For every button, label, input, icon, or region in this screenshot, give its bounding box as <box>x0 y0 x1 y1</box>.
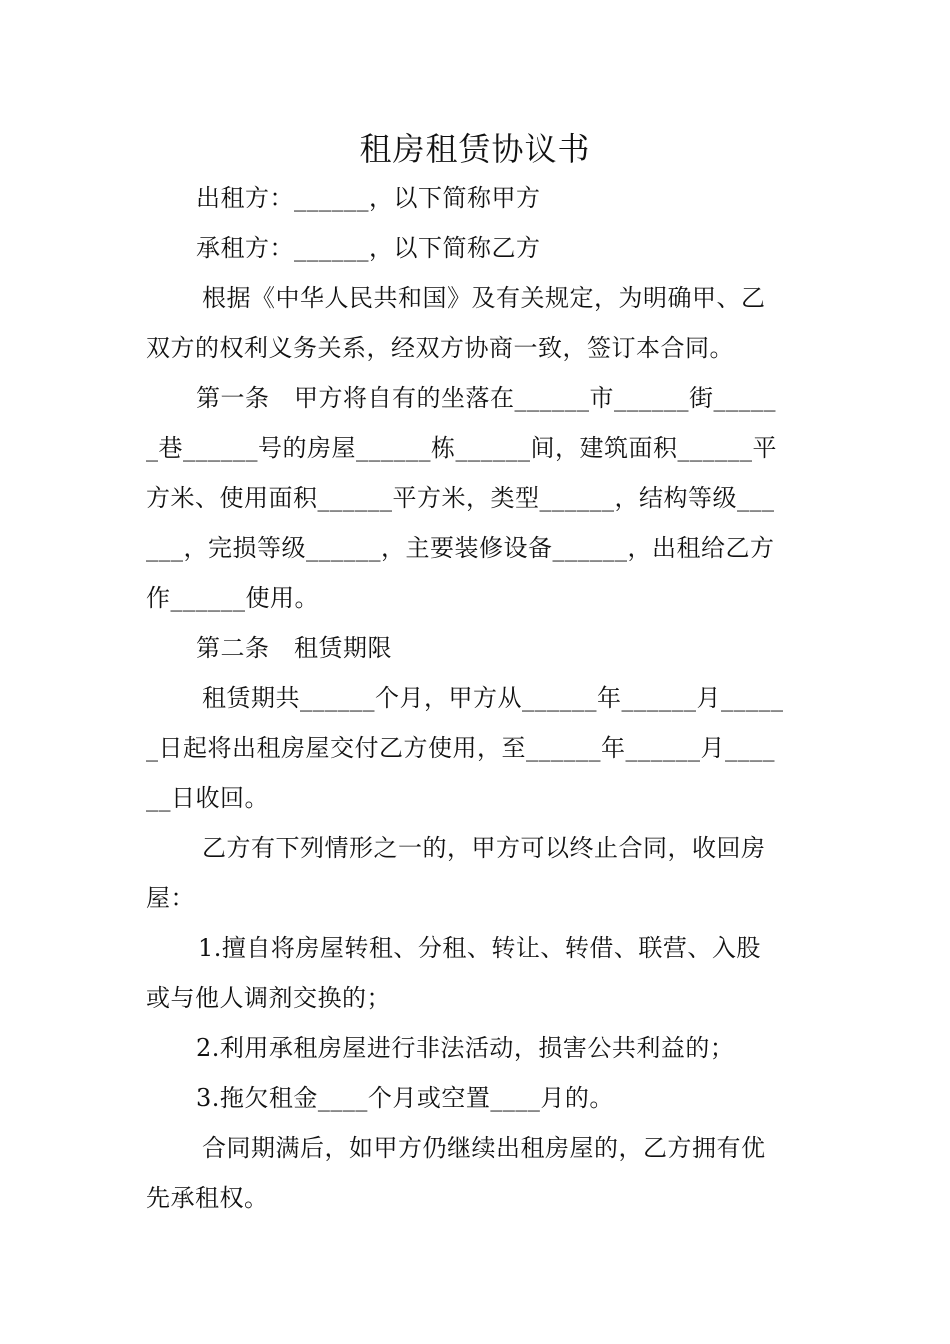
article-1-line-3: 方米、使用面积______平方米，类型______，结构等级___ <box>146 484 775 512</box>
clause-1-line-2: 或与他人调剂交换的； <box>146 984 391 1012</box>
lease-term-line-3: __日收回。 <box>146 784 269 812</box>
lessor-line: 出租方：______，以下简称甲方 <box>196 184 541 212</box>
preamble-line-2: 双方的权利义务关系，经双方协商一致，签订本合同。 <box>146 334 734 362</box>
lease-term-line-1: 租赁期共______个月，甲方从______年______月_____ <box>202 684 784 712</box>
article-1-line-5: 作______使用。 <box>146 584 319 612</box>
termination-line-1: 乙方有下列情形之一的，甲方可以终止合同，收回房 <box>202 834 766 862</box>
lease-term-line-2: _日起将出租房屋交付乙方使用，至______年______月____ <box>146 734 775 762</box>
article-1-line-1: 第一条 甲方将自有的坐落在______市______街_____ <box>196 384 776 412</box>
document-title: 租房租赁协议书 <box>359 130 591 168</box>
clause-2-line: 2.利用承租房屋进行非法活动，损害公共利益的； <box>196 1034 735 1062</box>
renewal-line-1: 合同期满后，如甲方仍继续出租房屋的，乙方拥有优 <box>202 1134 766 1162</box>
article-2-heading: 第二条 租赁期限 <box>196 634 392 662</box>
lessee-line: 承租方：______，以下简称乙方 <box>196 234 541 262</box>
termination-line-2: 屋： <box>146 884 195 912</box>
renewal-line-2: 先承租权。 <box>146 1184 269 1212</box>
clause-3-line: 3.拖欠租金____个月或空置____月的。 <box>196 1084 614 1112</box>
preamble-line-1: 根据《中华人民共和国》及有关规定，为明确甲、乙 <box>202 284 766 312</box>
clause-1-line-1: 1.擅自将房屋转租、分租、转让、转借、联营、入股 <box>198 934 761 962</box>
article-1-line-4: ___，完损等级______，主要装修设备______，出租给乙方 <box>146 534 775 562</box>
article-1-line-2: _巷______号的房屋______栋______间，建筑面积______平 <box>146 434 777 462</box>
